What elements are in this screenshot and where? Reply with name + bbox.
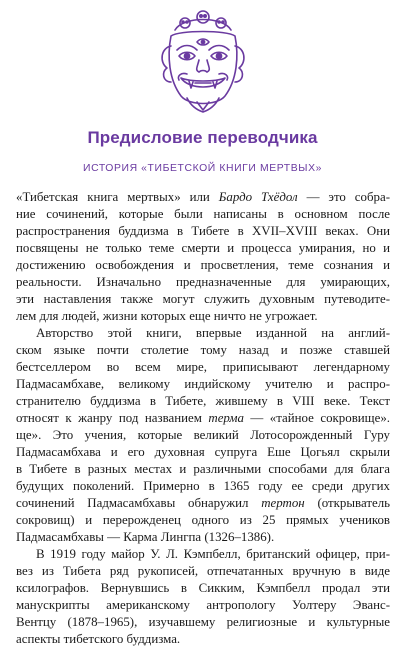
text-segment: бестселлером во всем мире, приписывают легендарному [16, 360, 390, 374]
text-segment: Падмасамбхаве, великому индийскому учителю и распро- [16, 377, 390, 391]
italic-term: терма [208, 411, 244, 425]
text-segment: распространения буддизма в Тибете в XVII–XVIII веках. Они [16, 224, 390, 238]
text-line [16, 359, 390, 376]
text-segment: сочинений Падмасамбхавы обнаружил [16, 496, 262, 510]
text-line [16, 342, 390, 359]
text-segment: ском языке почти столетие тому назад и позже ставшей [16, 343, 390, 357]
text-line [16, 189, 390, 206]
text-line [16, 546, 390, 563]
text-line [16, 206, 390, 223]
text-line [16, 427, 390, 444]
text-segment: Падмасамбхавы — Карма Лингпа (1326–1386). [16, 530, 275, 544]
text-line [16, 240, 390, 257]
text-segment: эти наставления также могут служить духовным путеводите- [16, 292, 390, 306]
italic-term: Бардо Тхёдол [218, 190, 298, 204]
text-segment: «Тибетская книга мертвых» или [16, 190, 219, 204]
body-text [16, 189, 390, 648]
wrathful-deity-mask-icon [157, 6, 249, 114]
text-line [16, 257, 390, 274]
text-segment: Падмасамбхава и его духовная супруга Еше Цогьял скрыли [16, 445, 390, 459]
text-line [16, 512, 390, 529]
text-segment: относят к жанру под названием [16, 411, 209, 425]
italic-term: тертон [261, 496, 305, 510]
text-segment: манускрипты американскому антропологу Уолтеру Эванс- [16, 598, 390, 612]
text-segment: — «тайное сокровище». [243, 411, 390, 425]
text-line [16, 223, 390, 240]
text-segment: аспекты тибетского буддизма. [16, 632, 181, 646]
text-line [16, 563, 390, 580]
text-segment: вез из Тибета ряд рукописей, отпечатанных вручную в виде [16, 564, 390, 578]
text-segment: Авторство этой книги, впервые изданной на англий- [36, 326, 390, 340]
text-segment: посвящены не только теме смерти и процесса умирания, но и [16, 241, 390, 255]
text-line [16, 631, 390, 648]
text-line [16, 308, 390, 325]
section-subtitle: ИСТОРИЯ «ТИБЕТСКОЙ КНИГИ МЕРТВЫХ» [83, 163, 322, 174]
text-segment: достижению освобождения и просветления, теме сознания и [16, 258, 390, 272]
text-segment: ние сочинений, которые были написаны в основном после [16, 207, 390, 221]
text-segment: В 1919 году майор У. Л. Кэмпбелл, британский офицер, при- [36, 547, 390, 561]
text-segment: (открыватель [304, 496, 391, 510]
text-segment: ксилографов. Вернувшись в Сикким, Кэмпбелл продал эти [16, 581, 390, 595]
text-segment: будущих поколений. Примерно в 1365 году ее среди других [16, 479, 390, 493]
text-segment: сокровищ) и перерожденец одного из 25 прямых учеников [16, 513, 390, 527]
text-segment: лем для людей, жизни которых еще ничто не угрожает. [16, 309, 318, 323]
text-line [16, 325, 390, 342]
text-line [16, 274, 390, 291]
text-line [16, 410, 390, 427]
text-segment: реальности. Изначально предназначенные для умирающих, [16, 275, 390, 289]
text-line [16, 597, 390, 614]
text-line [16, 614, 390, 631]
text-segment: в Тибете в разных местах и различными способами для блага [16, 462, 390, 476]
text-line [16, 478, 390, 495]
text-line [16, 529, 390, 546]
page-title: Предисловие переводчика [87, 128, 318, 147]
text-segment: странителю буддизма в Тибете, жившему в VIII веке. Текст [16, 394, 390, 408]
text-line [16, 444, 390, 461]
text-segment: — это собра- [297, 190, 390, 204]
text-line [16, 291, 390, 308]
text-line [16, 461, 390, 478]
text-line [16, 393, 390, 410]
text-line [16, 495, 390, 512]
text-segment: ще». Это учения, которые великий Лотосорожденный Гуру [16, 428, 390, 442]
text-line [16, 376, 390, 393]
text-line [16, 580, 390, 597]
text-segment: Вентцу (1878–1965), изучавшему религиозные и культурные [16, 615, 390, 629]
